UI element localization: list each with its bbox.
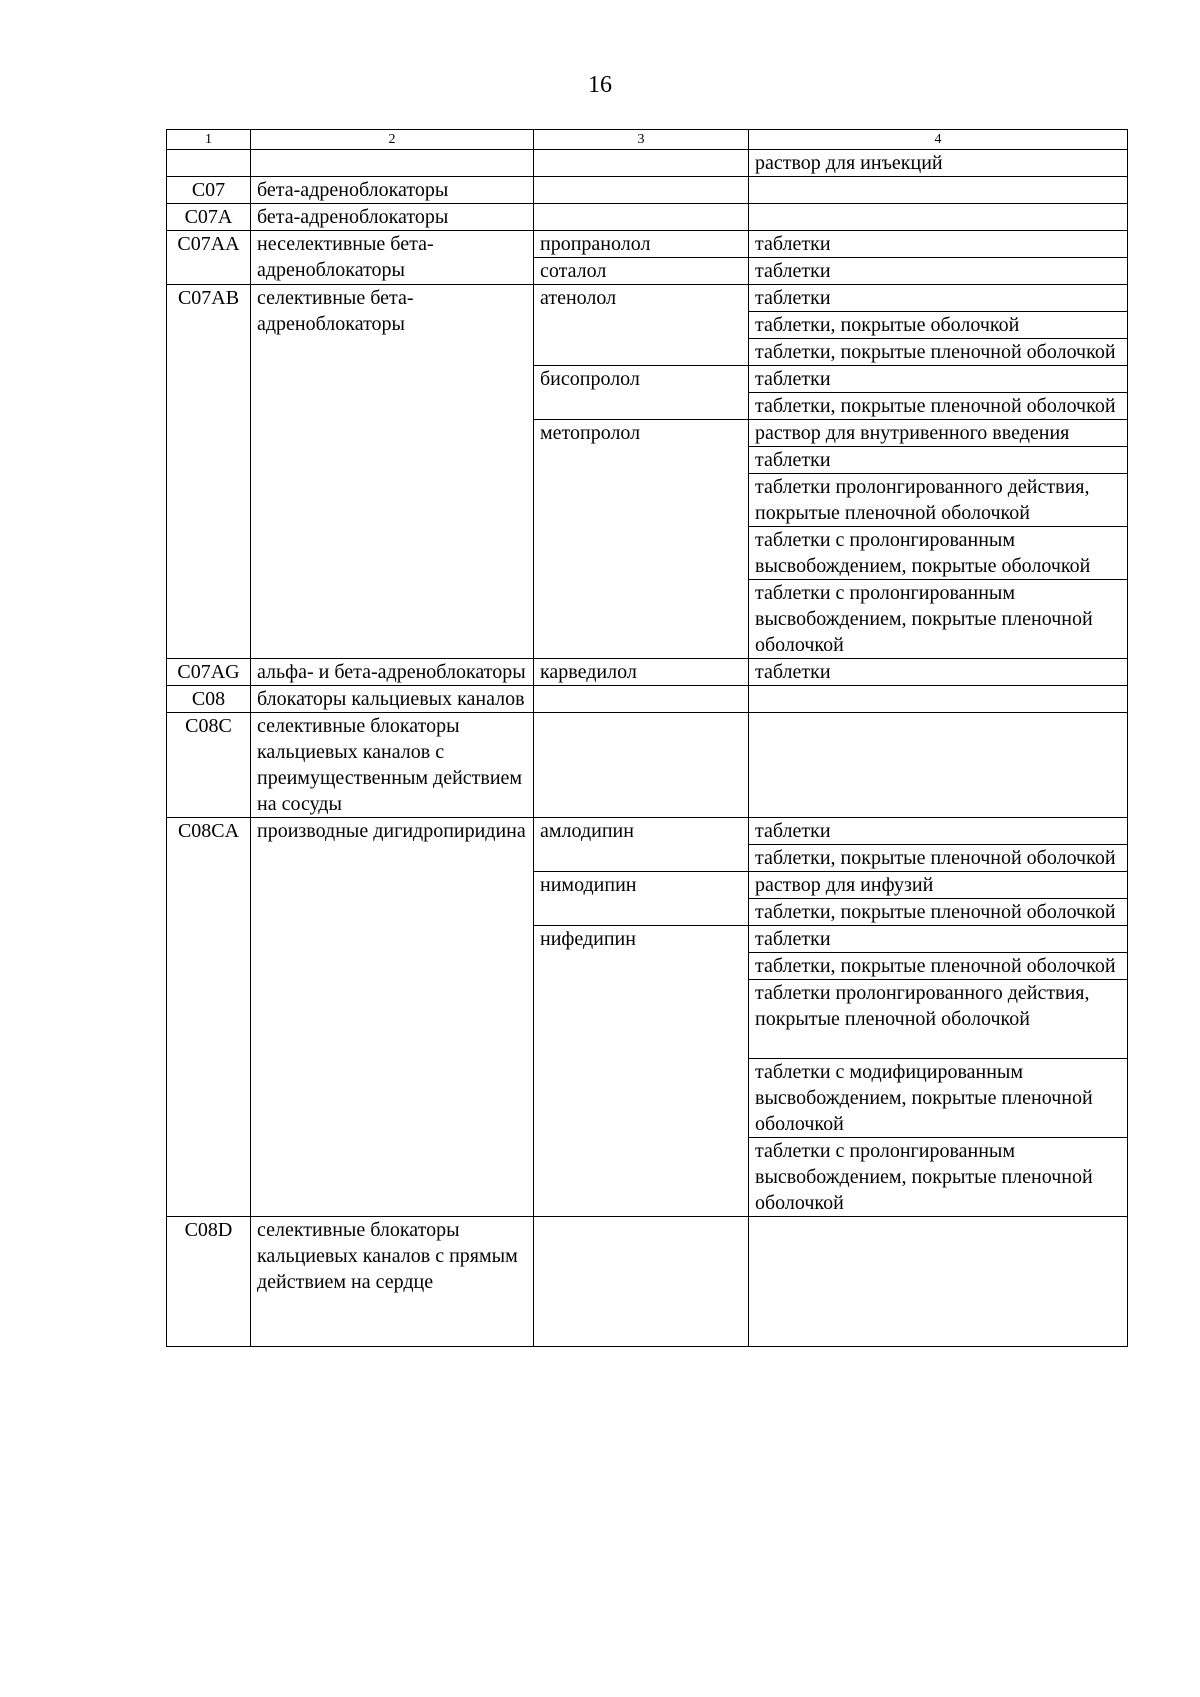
drug-name-cell: атенолол: [534, 285, 749, 366]
dosage-form-cell: таблетки: [749, 258, 1128, 285]
atc-code-cell: C07AB: [167, 285, 251, 659]
dosage-form-cell: [749, 713, 1128, 818]
table-row: [167, 713, 1128, 818]
dosage-form-cell: таблетки с пролонгированным высвобождением, покрытые оболочкой: [749, 527, 1128, 580]
dosage-form-cell: таблетки: [749, 818, 1128, 845]
group-name-cell: производные дигидропиридина: [251, 818, 534, 1217]
dosage-form-cell: таблетки пролонгированного действия, покрытые пленочной оболочкой: [749, 980, 1128, 1059]
dosage-form-cell: [749, 177, 1128, 204]
drug-name-cell: бисопролол: [534, 366, 749, 420]
group-name-cell: селективные блокаторы кальциевых каналов с прямым действием на сердце: [251, 1217, 534, 1347]
column-number-3: 3: [534, 130, 749, 150]
table-row: [167, 177, 1128, 204]
drug-name-cell: [534, 150, 749, 177]
group-name-cell: селективные блокаторы кальциевых каналов с преимущественным действием на сосуды: [251, 713, 534, 818]
page-number: 16: [588, 72, 612, 98]
drug-name-cell: [534, 177, 749, 204]
drug-name-cell: амлодипин: [534, 818, 749, 872]
medication-table: [166, 129, 1128, 1347]
group-name-cell: [251, 150, 534, 177]
dosage-form-cell: таблетки, покрытые пленочной оболочкой: [749, 845, 1128, 872]
drug-name-cell: карведилол: [534, 659, 749, 686]
atc-code-cell: C08D: [167, 1217, 251, 1347]
atc-code-cell: [167, 150, 251, 177]
drug-name-cell: нифедипин: [534, 926, 749, 1217]
table-row: [167, 150, 1128, 177]
atc-code-cell: C07: [167, 177, 251, 204]
group-name-cell: неселективные бета-адреноблокаторы: [251, 231, 534, 285]
dosage-form-cell: таблетки: [749, 285, 1128, 312]
dosage-form-cell: таблетки с модифицированным высвобождением, покрытые пленочной оболочкой: [749, 1059, 1128, 1138]
table-row: [167, 818, 1128, 845]
column-number-4: 4: [749, 130, 1128, 150]
drug-name-cell: соталол: [534, 258, 749, 285]
atc-code-cell: C08CA: [167, 818, 251, 1217]
dosage-form-cell: таблетки, покрытые оболочкой: [749, 312, 1128, 339]
drug-name-cell: пропранолол: [534, 231, 749, 258]
column-number-2: 2: [251, 130, 534, 150]
dosage-form-cell: раствор для внутривенного введения: [749, 420, 1128, 447]
group-name-cell: бета-адреноблокаторы: [251, 204, 534, 231]
dosage-form-cell: таблетки: [749, 659, 1128, 686]
dosage-form-cell: таблетки, покрытые пленочной оболочкой: [749, 953, 1128, 980]
dosage-form-cell: таблетки пролонгированного действия, покрытые пленочной оболочкой: [749, 474, 1128, 527]
drug-name-cell: метопролол: [534, 420, 749, 659]
dosage-form-cell: таблетки: [749, 447, 1128, 474]
dosage-form-cell: [749, 686, 1128, 713]
table-row: [167, 231, 1128, 258]
column-number-1: 1: [167, 130, 251, 150]
group-name-cell: блокаторы кальциевых каналов: [251, 686, 534, 713]
table-header-row: [167, 130, 1128, 150]
dosage-form-cell: таблетки: [749, 231, 1128, 258]
drug-name-cell: [534, 686, 749, 713]
table-row: [167, 1217, 1128, 1347]
drug-name-cell: [534, 204, 749, 231]
group-name-cell: альфа- и бета-адреноблокаторы: [251, 659, 534, 686]
atc-code-cell: C07AG: [167, 659, 251, 686]
dosage-form-cell: таблетки, покрытые пленочной оболочкой: [749, 899, 1128, 926]
dosage-form-cell: таблетки с пролонгированным высвобождением, покрытые пленочной оболочкой: [749, 1138, 1128, 1217]
dosage-form-cell: [749, 204, 1128, 231]
dosage-form-cell: раствор для инъекций: [749, 150, 1128, 177]
group-name-cell: бета-адреноблокаторы: [251, 177, 534, 204]
dosage-form-cell: таблетки: [749, 926, 1128, 953]
drug-name-cell: [534, 1217, 749, 1347]
drug-name-cell: нимодипин: [534, 872, 749, 926]
atc-code-cell: C07AA: [167, 231, 251, 285]
table-row: [167, 686, 1128, 713]
dosage-form-cell: таблетки: [749, 366, 1128, 393]
dosage-form-cell: таблетки, покрытые пленочной оболочкой: [749, 339, 1128, 366]
dosage-form-cell: раствор для инфузий: [749, 872, 1128, 899]
dosage-form-cell: таблетки, покрытые пленочной оболочкой: [749, 393, 1128, 420]
drug-name-cell: [534, 713, 749, 818]
table-row: [167, 285, 1128, 312]
atc-code-cell: C08C: [167, 713, 251, 818]
table-row: [167, 204, 1128, 231]
table-row: [167, 659, 1128, 686]
group-name-cell: селективные бета-адреноблокаторы: [251, 285, 534, 659]
atc-code-cell: C07A: [167, 204, 251, 231]
dosage-form-cell: таблетки с пролонгированным высвобождением, покрытые пленочной оболочкой: [749, 580, 1128, 659]
atc-code-cell: C08: [167, 686, 251, 713]
dosage-form-cell: [749, 1217, 1128, 1347]
